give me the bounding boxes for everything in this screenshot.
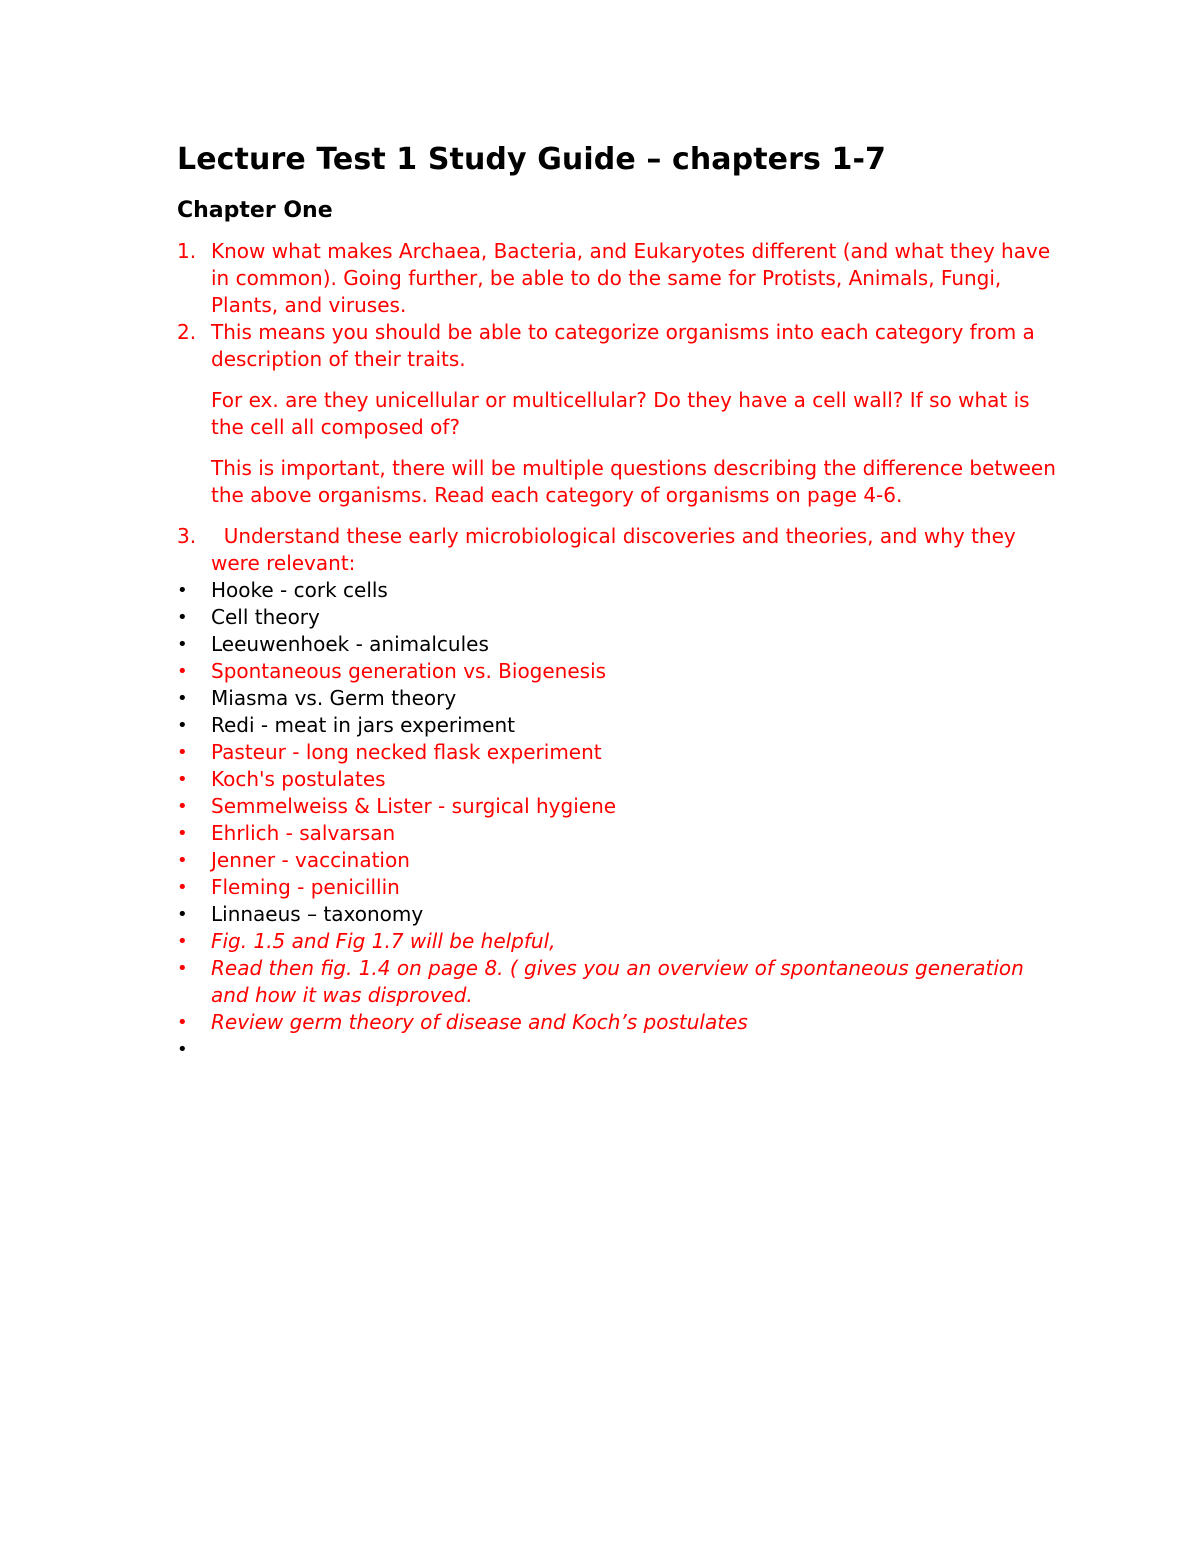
bullet-item <box>177 766 1057 793</box>
bullet-dot-icon: • <box>177 1039 188 1060</box>
bullet-dot-icon: • <box>177 580 188 601</box>
bullet-text: Read then fig. 1.4 on page 8. ( gives you an overview of spontaneous generation and how it was disproved. <box>211 956 1024 1007</box>
bullet-dot-icon: • <box>177 904 188 925</box>
bullet-dot-icon: • <box>177 742 188 763</box>
bullet-item <box>177 1009 1057 1036</box>
note-important: This is important, there will be multiple questions describing the difference between the above organisms. Read each category of organisms on page 4-6. <box>211 456 1056 507</box>
bullet-dot-icon: • <box>177 634 188 655</box>
bullet-text: Semmelweiss & Lister - surgical hygiene <box>211 794 617 818</box>
item-number: 1. <box>177 239 197 263</box>
bullet-dot-icon: • <box>177 796 188 817</box>
bullet-item <box>177 577 1057 604</box>
bullet-dot-icon: • <box>177 688 188 709</box>
bullet-item <box>177 739 1057 766</box>
item-number: 3. <box>177 524 197 548</box>
bullet-dot-icon: • <box>177 715 188 736</box>
bullet-item <box>177 928 1057 955</box>
bullet-item <box>177 604 1057 631</box>
bullet-text: Fig. 1.5 and Fig 1.7 will be helpful, <box>211 929 556 953</box>
bullet-text: Linnaeus – taxonomy <box>211 902 424 926</box>
numbered-list <box>177 238 1057 577</box>
numbered-item-2 <box>177 319 1057 509</box>
bullet-text: Koch's postulates <box>211 767 386 791</box>
bullet-text: Spontaneous generation vs. Biogenesis <box>211 659 607 683</box>
bullet-item <box>177 658 1057 685</box>
item-number: 2. <box>177 320 197 344</box>
bullet-dot-icon: • <box>177 877 188 898</box>
bullet-item <box>177 631 1057 658</box>
bullet-item <box>177 685 1057 712</box>
bullet-dot-icon: • <box>177 850 188 871</box>
note-example: For ex. are they unicellular or multicellular? Do they have a cell wall? If so what is the cell all composed of? <box>211 388 1030 439</box>
bullet-item <box>177 901 1057 928</box>
document-title: Lecture Test 1 Study Guide – chapters 1-7 <box>177 142 887 177</box>
bullet-text: Fleming - penicillin <box>211 875 400 899</box>
bullet-dot-icon: • <box>177 931 188 952</box>
bullet-dot-icon: • <box>177 769 188 790</box>
item-text: Understand these early microbiological discoveries and theories, and why they were relevant: <box>211 524 1023 575</box>
bullet-item <box>177 820 1057 847</box>
item-text: Know what makes Archaea, Bacteria, and Eukaryotes different (and what they have in common). Going further, be able to do the same for Protists, Animals, Fungi, Plants, and viruses. <box>211 239 1051 317</box>
bullet-item <box>177 874 1057 901</box>
numbered-item-3 <box>177 523 1057 577</box>
bullet-list <box>177 577 1057 1063</box>
bullet-text: Ehrlich - salvarsan <box>211 821 396 845</box>
bullet-text: Redi - meat in jars experiment <box>211 713 516 737</box>
bullet-item <box>177 712 1057 739</box>
bullet-text: Leeuwenhoek - animalcules <box>211 632 489 656</box>
bullet-item <box>177 1036 1057 1063</box>
bullet-dot-icon: • <box>177 958 188 979</box>
bullet-dot-icon: • <box>177 1012 188 1033</box>
bullet-dot-icon: • <box>177 823 188 844</box>
bullet-text: Jenner - vaccination <box>211 848 410 872</box>
bullet-dot-icon: • <box>177 607 188 628</box>
bullet-text: Miasma vs. Germ theory <box>211 686 457 710</box>
bullet-dot-icon: • <box>177 661 188 682</box>
bullet-text: Pasteur - long necked flask experiment <box>211 740 602 764</box>
chapter-heading: Chapter One <box>177 198 333 223</box>
item-text: This means you should be able to categorize organisms into each category from a description of their traits. <box>211 320 1035 371</box>
bullet-text: Hooke - cork cells <box>211 578 388 602</box>
numbered-item-1 <box>177 238 1057 319</box>
bullet-item <box>177 793 1057 820</box>
bullet-text: Review germ theory of disease and Koch’s postulates <box>211 1010 748 1034</box>
document-content <box>177 138 1057 1063</box>
bullet-text: Cell theory <box>211 605 320 629</box>
bullet-item <box>177 847 1057 874</box>
bullet-item <box>177 955 1057 1009</box>
